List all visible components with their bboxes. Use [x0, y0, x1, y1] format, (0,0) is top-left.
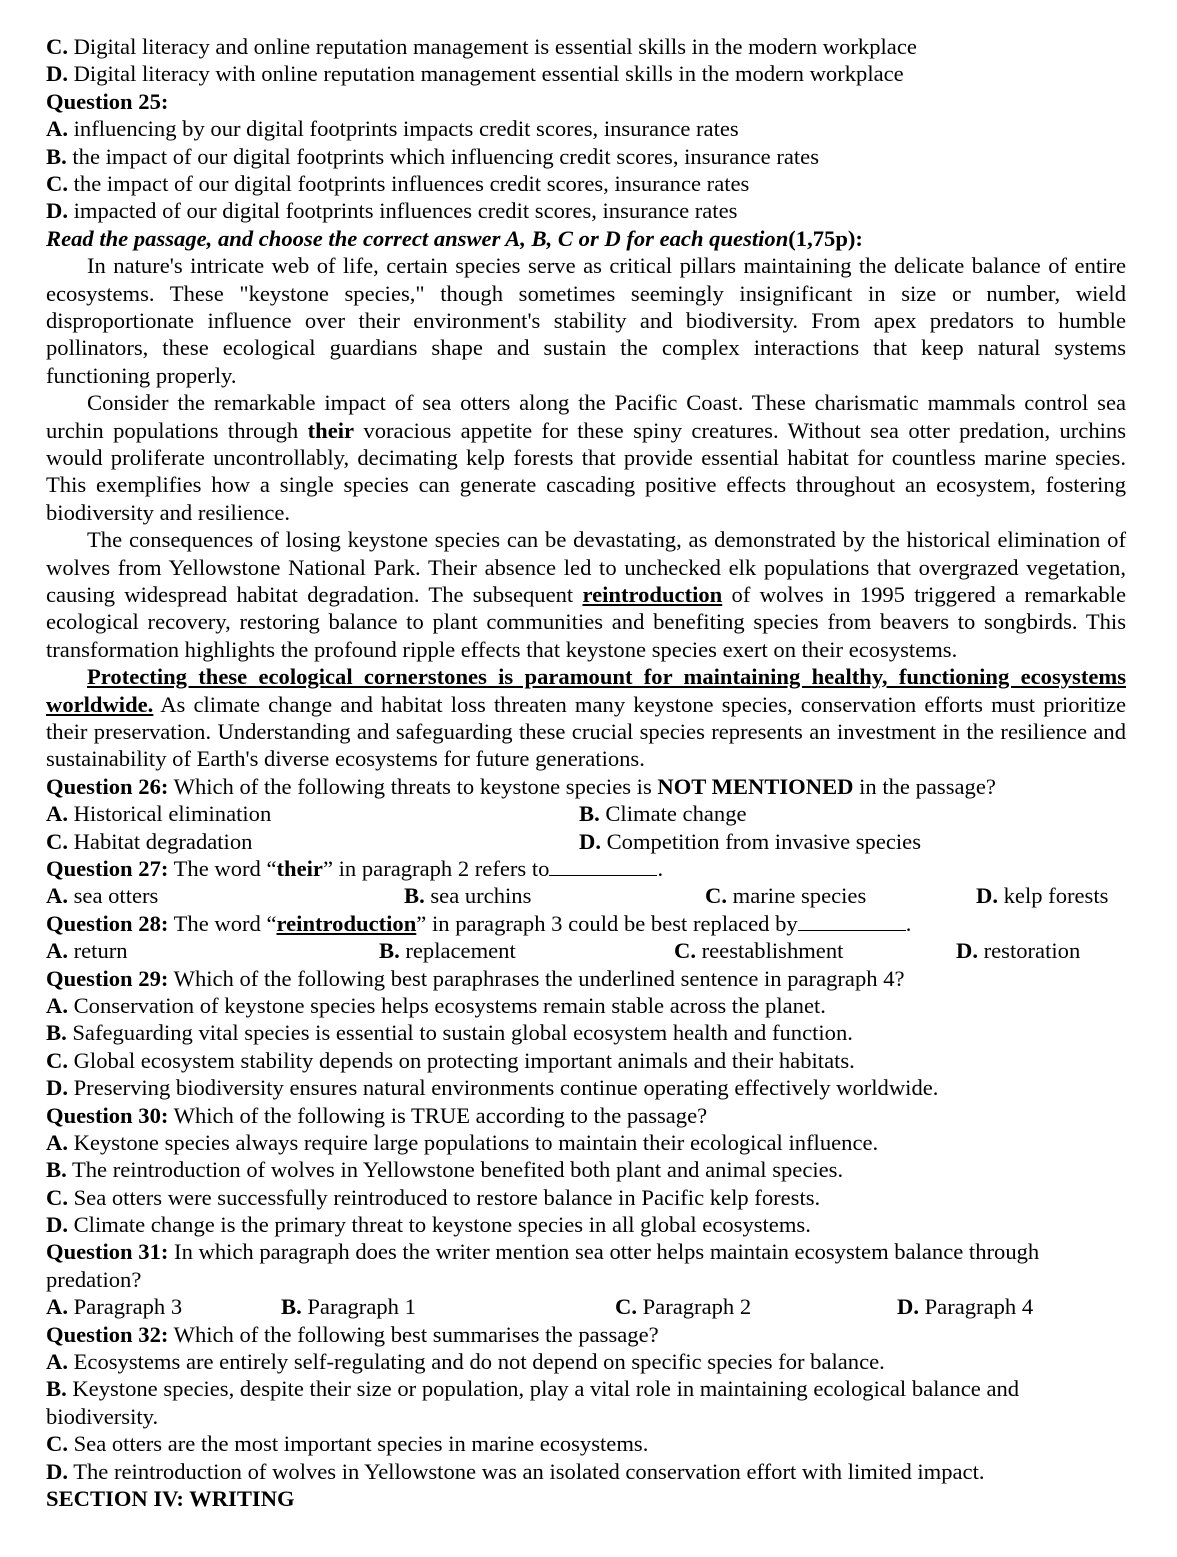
stem-text: .: [905, 910, 912, 936]
option-text: Paragraph 3: [67, 1294, 183, 1320]
option-letter: C.: [705, 883, 727, 909]
q32-option-d[interactable]: [46, 1458, 1126, 1485]
question-27-stem: [46, 855, 1126, 882]
option-text: sea urchins: [424, 883, 532, 909]
section-heading: SECTION IV: WRITING: [46, 1486, 295, 1511]
q30-option-b[interactable]: [46, 1156, 1126, 1183]
q27-option-d[interactable]: [976, 882, 1126, 909]
option-letter: B.: [404, 883, 425, 909]
highlighted-word: their: [307, 417, 355, 443]
q26-options-row-1: [46, 800, 1126, 827]
option-text: Competition from invasive species: [600, 828, 921, 854]
option-text: The reintroduction of wolves in Yellowstone was an isolated conservation effort with limited impact.: [67, 1458, 985, 1484]
option-text: Climate change: [599, 801, 747, 827]
option-text: marine species: [726, 883, 867, 909]
stem-emphasis: their: [276, 856, 323, 882]
paragraph-text: Consider the remarkable impact of sea otters along the Pacific Coast. These charismatic mammals control sea urchin populations through: [46, 390, 1126, 443]
q28-options: [46, 937, 1126, 964]
option-letter: D.: [976, 883, 998, 909]
option-text: replacement: [399, 938, 516, 964]
option-text: Paragraph 2: [636, 1294, 752, 1320]
question-title: Question 29:: [46, 965, 169, 991]
q27-option-b[interactable]: [404, 882, 705, 909]
option-letter: D.: [956, 938, 978, 964]
q28-option-b[interactable]: [379, 937, 674, 964]
option-letter: C.: [46, 1047, 68, 1073]
option-text: Keystone species always require large populations to maintain their ecological influence.: [67, 1129, 879, 1155]
q30-option-a[interactable]: [46, 1129, 1126, 1156]
q29-option-c[interactable]: [46, 1047, 1126, 1074]
answer-blank[interactable]: [798, 911, 906, 931]
option-letter: D.: [897, 1294, 919, 1320]
option-letter: A.: [46, 1294, 68, 1320]
option-text: kelp forests: [997, 883, 1109, 909]
question-31-stem-continued: predation?: [46, 1266, 142, 1292]
option-letter: B.: [46, 143, 67, 169]
option-letter: B.: [46, 1376, 67, 1402]
option-letter: C.: [46, 828, 68, 854]
stem-text: Which of the following threats to keystone species is: [168, 773, 658, 799]
option-text: impacted of our digital footprints influences credit scores, insurance rates: [67, 198, 738, 224]
paragraph-text: The consequences of losing keystone species can be devastating, as demonstrated by the historical elimination of wolves from Yellowstone National Park. Their absence led to unchecked elk populations that overgrazed vegetation, causing widespread habitat degradation. The subsequent: [46, 527, 1126, 607]
option-letter: D.: [46, 198, 68, 224]
q31-options: [46, 1293, 1126, 1320]
option-letter: C.: [46, 34, 68, 59]
option-text: influencing by our digital footprints impacts credit scores, insurance rates: [67, 116, 739, 142]
q25-option-d[interactable]: [46, 197, 1126, 224]
option-text: Climate change is the primary threat to keystone species in all global ecosystems.: [67, 1212, 811, 1238]
stem-emphasis: reintroduction: [276, 910, 417, 936]
question-title: Question 27:: [46, 856, 169, 882]
q25-option-b[interactable]: [46, 143, 1126, 170]
q32-option-c[interactable]: [46, 1430, 1126, 1457]
question-25-title: Question 25:: [46, 88, 169, 114]
passage-paragraph-1: In nature's intricate web of life, certain species serve as critical pillars maintaining the delicate balance of entire ecosystems. These "keystone species," though sometimes seemingly insignificant in size or number, wield disproportionate influence over their environment's stability and biodiversity. From apex predators to humble pollinators, these ecological guardians shape and sustain the complex interactions that keep natural systems functioning properly.: [46, 253, 1126, 388]
instruction-text: Read the passage, and choose the correct answer A, B, C or D for each question: [46, 225, 789, 251]
option-letter: D.: [46, 1458, 68, 1484]
stem-text: .: [657, 856, 664, 882]
stem-text: ” in paragraph 3 could be best replaced by: [416, 910, 798, 936]
option-text: Ecosystems are entirely self-regulating and do not depend on specific species for balance.: [67, 1349, 885, 1375]
option-letter: A.: [46, 116, 68, 142]
option-letter: D.: [46, 1075, 68, 1101]
option-text: The reintroduction of wolves in Yellowstone benefited both plant and animal species.: [66, 1157, 844, 1183]
q26-option-a[interactable]: [46, 800, 579, 827]
stem-text: In which paragraph does the writer mention sea otter helps maintain ecosystem balance through: [168, 1239, 1040, 1265]
q25-option-c[interactable]: [46, 170, 1126, 197]
q28-option-a[interactable]: [46, 937, 379, 964]
q31-option-d[interactable]: [897, 1293, 1126, 1320]
option-d[interactable]: [46, 60, 1126, 87]
option-text: reestablishment: [695, 938, 844, 964]
question-title: Question 31:: [46, 1239, 169, 1265]
option-text: Conservation of keystone species helps ecosystems remain stable across the planet.: [67, 992, 826, 1018]
q26-option-c[interactable]: [46, 828, 579, 855]
stem-text: Which of the following is TRUE according to the passage?: [168, 1102, 708, 1128]
q25-option-a[interactable]: [46, 115, 1126, 142]
paragraph-text: of wolves in 1995 triggered a remarkable ecological recovery, restoring balance to plant communities and benefiting species from beavers to songbirds. This transformation highlights the profound ripple effects that keystone species exert on their ecosystems.: [46, 582, 1126, 662]
option-text: restoration: [977, 938, 1081, 964]
stem-text: Which of the following best paraphrases the underlined sentence in paragraph 4?: [168, 965, 905, 991]
option-letter: D.: [46, 1212, 68, 1238]
stem-text: The word “: [168, 856, 277, 882]
option-text: the impact of our digital footprints which influencing credit scores, insurance rates: [66, 143, 819, 169]
q29-option-d[interactable]: [46, 1074, 1126, 1101]
q32-option-b-continued[interactable]: biodiversity.: [46, 1403, 159, 1429]
option-letter: C.: [46, 170, 68, 196]
paragraph-text: voracious appetite for these spiny creatures. Without sea otter predation, urchins would proliferate uncontrollably, decimating kelp forests that provide essential habitat for countless marine species. This exemplifies how a single species can generate cascading positive effects throughout an ecosystem, fostering biodiversity and resilience.: [46, 417, 1127, 525]
q26-option-b[interactable]: [579, 800, 1126, 827]
q27-option-a[interactable]: [46, 882, 404, 909]
option-letter: B.: [379, 938, 400, 964]
option-text: Habitat degradation: [67, 828, 253, 854]
option-letter: C.: [615, 1294, 637, 1320]
option-letter: B.: [579, 801, 600, 827]
question-26-stem: [46, 773, 1126, 800]
option-c[interactable]: [46, 33, 1126, 60]
option-text: Historical elimination: [67, 801, 272, 827]
option-letter: A.: [46, 1129, 68, 1155]
passage-paragraph-4: [46, 663, 1126, 773]
q31-option-a[interactable]: [46, 1293, 281, 1320]
option-letter: D.: [46, 61, 68, 87]
option-letter: A.: [46, 992, 68, 1018]
q27-option-c[interactable]: [705, 882, 976, 909]
option-letter: A.: [46, 883, 68, 909]
q29-option-a[interactable]: [46, 992, 1126, 1019]
question-title: Question 26:: [46, 773, 169, 799]
q28-option-c[interactable]: [674, 937, 956, 964]
q30-option-c[interactable]: [46, 1184, 1126, 1211]
question-title: Question 28:: [46, 910, 169, 936]
option-text: Preserving biodiversity ensures natural environments continue operating effectively worldwide.: [67, 1075, 939, 1101]
highlighted-word: reintroduction: [582, 582, 723, 607]
option-text: Paragraph 1: [301, 1294, 416, 1320]
option-text: the impact of our digital footprints influences credit scores, insurance rates: [67, 170, 750, 196]
question-29-stem: [46, 965, 1126, 992]
q26-options-row-2: [46, 828, 1126, 855]
underlined-sentence: Protecting these ecological cornerstones is paramount for maintaining healthy, functioning ecosystems worldwide.: [46, 664, 1126, 717]
option-text: Safeguarding vital species is essential to sustain global ecosystem health and function.: [66, 1020, 853, 1046]
q27-options: [46, 882, 1126, 909]
option-text: sea otters: [67, 883, 159, 909]
option-text: Paragraph 4: [918, 1294, 1034, 1320]
option-text: Sea otters were successfully reintroduced to restore balance in Pacific kelp forests.: [67, 1184, 821, 1210]
q28-option-d[interactable]: [956, 937, 1126, 964]
q32-option-a[interactable]: [46, 1348, 1126, 1375]
option-letter: C.: [674, 938, 696, 964]
option-text: Digital literacy with online reputation management essential skills in the modern workplace: [67, 61, 904, 87]
reading-instruction: [46, 225, 1126, 252]
stem-text: The word “: [168, 910, 277, 936]
q32-option-b[interactable]: [46, 1375, 1126, 1402]
question-title: Question 30:: [46, 1102, 169, 1128]
option-letter: D.: [579, 828, 601, 854]
q31-option-c[interactable]: [615, 1293, 897, 1320]
option-letter: A.: [46, 1349, 68, 1375]
option-text: Keystone species, despite their size or population, play a vital role in maintaining ecological balance and: [66, 1376, 1020, 1402]
stem-emphasis: NOT MENTIONED: [657, 773, 854, 799]
option-letter: B.: [46, 1020, 67, 1046]
option-letter: C.: [46, 1184, 68, 1210]
q30-option-d[interactable]: [46, 1211, 1126, 1238]
option-text: Digital literacy and online reputation management is essential skills in the modern workplace: [67, 34, 917, 59]
stem-text: in the passage?: [853, 773, 996, 799]
passage-paragraph-3: [46, 526, 1126, 663]
points-label: (1,75p):: [788, 225, 863, 251]
stem-text: ” in paragraph 2 refers to: [322, 856, 550, 882]
option-letter: A.: [46, 938, 68, 964]
option-text: Sea otters are the most important species in marine ecosystems.: [67, 1431, 649, 1457]
option-letter: C.: [46, 1431, 68, 1457]
question-32-stem: [46, 1321, 1126, 1348]
question-title: Question 32:: [46, 1321, 169, 1347]
paragraph-text: As climate change and habitat loss threaten many keystone species, conservation efforts must prioritize their preservation. Understanding and safeguarding these crucial species represents an investment in the resilience and sustainability of Earth's diverse ecosystems for future generations.: [46, 691, 1126, 772]
option-text: return: [67, 938, 128, 964]
passage-paragraph-2: [46, 389, 1126, 526]
q26-option-d[interactable]: [579, 828, 1126, 855]
stem-text: Which of the following best summarises the passage?: [168, 1321, 659, 1347]
answer-blank[interactable]: [549, 856, 657, 876]
option-letter: A.: [46, 801, 68, 827]
q31-option-b[interactable]: [281, 1293, 615, 1320]
option-text: Global ecosystem stability depends on protecting important animals and their habitats.: [67, 1047, 855, 1073]
question-30-stem: [46, 1102, 1126, 1129]
q29-option-b[interactable]: [46, 1019, 1126, 1046]
option-letter: B.: [46, 1157, 67, 1183]
option-letter: B.: [281, 1294, 302, 1320]
question-28-stem: [46, 910, 1126, 937]
question-31-stem: [46, 1238, 1126, 1265]
